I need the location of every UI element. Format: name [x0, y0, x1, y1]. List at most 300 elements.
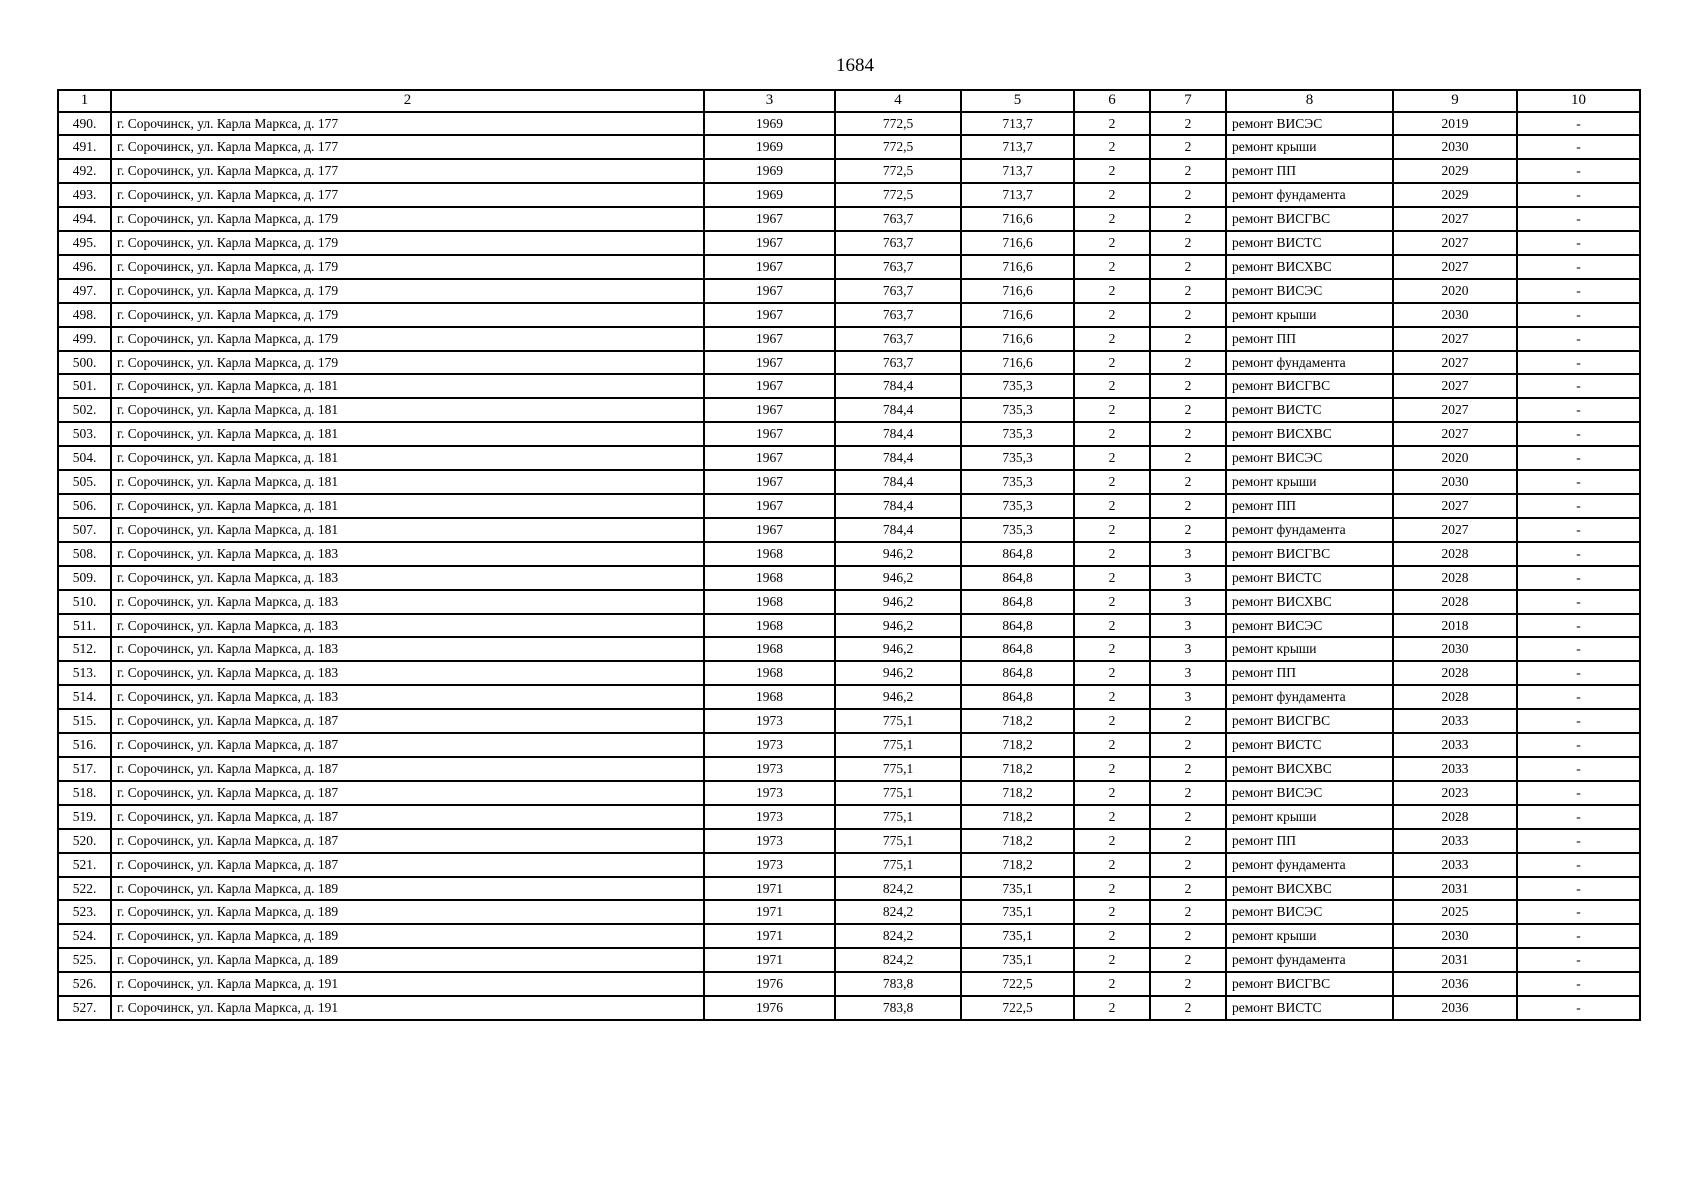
- cell-work-type: ремонт фундамента: [1226, 183, 1393, 207]
- table-row: [58, 446, 1640, 470]
- cell-address: г. Сорочинск, ул. Карла Маркса, д. 183: [111, 542, 704, 566]
- cell-row-number: 512.: [58, 637, 111, 661]
- cell-floors: 2: [1074, 948, 1150, 972]
- table-row: [58, 614, 1640, 638]
- cell-row-number: 491.: [58, 135, 111, 159]
- cell-entrances: 2: [1150, 518, 1226, 542]
- cell-total-area: 946,2: [835, 661, 961, 685]
- cell-row-number: 499.: [58, 327, 111, 351]
- table-row: [58, 685, 1640, 709]
- register-table: [57, 89, 1641, 1021]
- cell-work-type: ремонт ВИСГВС: [1226, 207, 1393, 231]
- cell-total-area: 783,8: [835, 996, 961, 1020]
- table-header: [58, 90, 1640, 112]
- cell-entrances: 2: [1150, 470, 1226, 494]
- cell-work-year: 2033: [1393, 829, 1517, 853]
- cell-work-year: 2033: [1393, 757, 1517, 781]
- cell-row-number: 516.: [58, 733, 111, 757]
- cell-total-area: 775,1: [835, 733, 961, 757]
- cell-address: г. Сорочинск, ул. Карла Маркса, д. 179: [111, 303, 704, 327]
- cell-note: -: [1517, 327, 1640, 351]
- cell-work-year: 2027: [1393, 327, 1517, 351]
- column-header-4: 4: [835, 90, 961, 112]
- cell-entrances: 3: [1150, 637, 1226, 661]
- cell-floors: 2: [1074, 590, 1150, 614]
- cell-note: -: [1517, 781, 1640, 805]
- cell-note: -: [1517, 757, 1640, 781]
- cell-year-built: 1968: [704, 590, 835, 614]
- cell-floors: 2: [1074, 805, 1150, 829]
- cell-entrances: 2: [1150, 972, 1226, 996]
- cell-living-area: 864,8: [961, 685, 1074, 709]
- cell-work-year: 2036: [1393, 972, 1517, 996]
- cell-entrances: 3: [1150, 590, 1226, 614]
- cell-entrances: 3: [1150, 685, 1226, 709]
- cell-note: -: [1517, 159, 1640, 183]
- cell-work-year: 2020: [1393, 446, 1517, 470]
- cell-row-number: 504.: [58, 446, 111, 470]
- cell-work-year: 2027: [1393, 207, 1517, 231]
- cell-note: -: [1517, 900, 1640, 924]
- cell-note: -: [1517, 661, 1640, 685]
- cell-floors: 2: [1074, 231, 1150, 255]
- cell-work-year: 2028: [1393, 542, 1517, 566]
- table-row: [58, 518, 1640, 542]
- cell-row-number: 518.: [58, 781, 111, 805]
- cell-row-number: 503.: [58, 422, 111, 446]
- cell-address: г. Сорочинск, ул. Карла Маркса, д. 177: [111, 112, 704, 136]
- cell-work-year: 2027: [1393, 351, 1517, 375]
- cell-floors: 2: [1074, 279, 1150, 303]
- column-header-10: 10: [1517, 90, 1640, 112]
- cell-row-number: 507.: [58, 518, 111, 542]
- cell-entrances: 2: [1150, 374, 1226, 398]
- column-header-9: 9: [1393, 90, 1517, 112]
- cell-living-area: 713,7: [961, 112, 1074, 136]
- cell-work-type: ремонт ВИСТС: [1226, 996, 1393, 1020]
- cell-address: г. Сорочинск, ул. Карла Маркса, д. 183: [111, 637, 704, 661]
- cell-work-type: ремонт крыши: [1226, 470, 1393, 494]
- column-header-3: 3: [704, 90, 835, 112]
- cell-entrances: 2: [1150, 303, 1226, 327]
- cell-floors: 2: [1074, 470, 1150, 494]
- cell-total-area: 784,4: [835, 374, 961, 398]
- cell-entrances: 2: [1150, 781, 1226, 805]
- cell-entrances: 2: [1150, 183, 1226, 207]
- cell-address: г. Сорочинск, ул. Карла Маркса, д. 189: [111, 948, 704, 972]
- cell-entrances: 2: [1150, 231, 1226, 255]
- cell-total-area: 783,8: [835, 972, 961, 996]
- cell-address: г. Сорочинск, ул. Карла Маркса, д. 183: [111, 614, 704, 638]
- cell-work-type: ремонт ВИСХВС: [1226, 757, 1393, 781]
- cell-floors: 2: [1074, 877, 1150, 901]
- cell-living-area: 718,2: [961, 781, 1074, 805]
- cell-floors: 2: [1074, 112, 1150, 136]
- cell-entrances: 3: [1150, 566, 1226, 590]
- cell-living-area: 735,3: [961, 446, 1074, 470]
- cell-entrances: 3: [1150, 661, 1226, 685]
- cell-entrances: 2: [1150, 327, 1226, 351]
- cell-year-built: 1968: [704, 637, 835, 661]
- cell-year-built: 1967: [704, 351, 835, 375]
- cell-work-type: ремонт ВИСГВС: [1226, 709, 1393, 733]
- table-row: [58, 183, 1640, 207]
- cell-address: г. Сорочинск, ул. Карла Маркса, д. 183: [111, 661, 704, 685]
- cell-floors: 2: [1074, 661, 1150, 685]
- cell-entrances: 2: [1150, 159, 1226, 183]
- cell-entrances: 3: [1150, 542, 1226, 566]
- table-row: [58, 207, 1640, 231]
- cell-total-area: 784,4: [835, 446, 961, 470]
- cell-work-type: ремонт ВИСГВС: [1226, 972, 1393, 996]
- cell-work-type: ремонт ВИСЭС: [1226, 279, 1393, 303]
- cell-address: г. Сорочинск, ул. Карла Маркса, д. 187: [111, 853, 704, 877]
- cell-work-year: 2018: [1393, 614, 1517, 638]
- cell-row-number: 490.: [58, 112, 111, 136]
- cell-address: г. Сорочинск, ул. Карла Маркса, д. 189: [111, 924, 704, 948]
- cell-note: -: [1517, 614, 1640, 638]
- cell-row-number: 521.: [58, 853, 111, 877]
- cell-note: -: [1517, 829, 1640, 853]
- cell-year-built: 1968: [704, 661, 835, 685]
- cell-floors: 2: [1074, 518, 1150, 542]
- cell-work-type: ремонт ВИСГВС: [1226, 542, 1393, 566]
- cell-floors: 2: [1074, 542, 1150, 566]
- cell-work-type: ремонт ПП: [1226, 159, 1393, 183]
- column-header-2: 2: [111, 90, 704, 112]
- cell-total-area: 946,2: [835, 542, 961, 566]
- table-row: [58, 709, 1640, 733]
- cell-living-area: 735,3: [961, 398, 1074, 422]
- table-row: [58, 494, 1640, 518]
- cell-work-year: 2028: [1393, 590, 1517, 614]
- cell-work-year: 2027: [1393, 374, 1517, 398]
- cell-address: г. Сорочинск, ул. Карла Маркса, д. 181: [111, 398, 704, 422]
- cell-row-number: 510.: [58, 590, 111, 614]
- cell-address: г. Сорочинск, ул. Карла Маркса, д. 179: [111, 207, 704, 231]
- table-row: [58, 590, 1640, 614]
- cell-total-area: 763,7: [835, 255, 961, 279]
- cell-work-type: ремонт фундамента: [1226, 351, 1393, 375]
- cell-row-number: 525.: [58, 948, 111, 972]
- cell-row-number: 496.: [58, 255, 111, 279]
- cell-work-year: 2033: [1393, 733, 1517, 757]
- cell-floors: 2: [1074, 494, 1150, 518]
- cell-work-year: 2030: [1393, 303, 1517, 327]
- cell-work-year: 2030: [1393, 637, 1517, 661]
- cell-work-type: ремонт ВИСТС: [1226, 231, 1393, 255]
- cell-note: -: [1517, 972, 1640, 996]
- cell-work-type: ремонт крыши: [1226, 637, 1393, 661]
- column-header-5: 5: [961, 90, 1074, 112]
- cell-row-number: 517.: [58, 757, 111, 781]
- cell-note: -: [1517, 494, 1640, 518]
- cell-address: г. Сорочинск, ул. Карла Маркса, д. 179: [111, 255, 704, 279]
- cell-year-built: 1969: [704, 135, 835, 159]
- cell-floors: 2: [1074, 327, 1150, 351]
- cell-note: -: [1517, 231, 1640, 255]
- cell-address: г. Сорочинск, ул. Карла Маркса, д. 181: [111, 494, 704, 518]
- table-row: [58, 924, 1640, 948]
- cell-work-type: ремонт ВИСТС: [1226, 733, 1393, 757]
- cell-year-built: 1967: [704, 207, 835, 231]
- column-header-6: 6: [1074, 90, 1150, 112]
- cell-address: г. Сорочинск, ул. Карла Маркса, д. 181: [111, 470, 704, 494]
- cell-row-number: 493.: [58, 183, 111, 207]
- cell-floors: 2: [1074, 446, 1150, 470]
- cell-row-number: 515.: [58, 709, 111, 733]
- cell-total-area: 824,2: [835, 877, 961, 901]
- cell-work-year: 2031: [1393, 948, 1517, 972]
- cell-row-number: 500.: [58, 351, 111, 375]
- cell-work-type: ремонт ВИСХВС: [1226, 422, 1393, 446]
- cell-work-type: ремонт ВИСХВС: [1226, 590, 1393, 614]
- cell-year-built: 1976: [704, 972, 835, 996]
- cell-note: -: [1517, 518, 1640, 542]
- cell-work-type: ремонт ПП: [1226, 327, 1393, 351]
- cell-entrances: 2: [1150, 900, 1226, 924]
- table-row: [58, 159, 1640, 183]
- cell-floors: 2: [1074, 135, 1150, 159]
- cell-year-built: 1973: [704, 709, 835, 733]
- cell-year-built: 1968: [704, 614, 835, 638]
- cell-note: -: [1517, 948, 1640, 972]
- cell-total-area: 772,5: [835, 135, 961, 159]
- cell-living-area: 735,1: [961, 877, 1074, 901]
- cell-floors: 2: [1074, 709, 1150, 733]
- cell-note: -: [1517, 996, 1640, 1020]
- cell-work-type: ремонт фундамента: [1226, 853, 1393, 877]
- cell-entrances: 2: [1150, 207, 1226, 231]
- cell-floors: 2: [1074, 996, 1150, 1020]
- cell-total-area: 946,2: [835, 614, 961, 638]
- cell-living-area: 718,2: [961, 733, 1074, 757]
- cell-row-number: 509.: [58, 566, 111, 590]
- column-header-1: 1: [58, 90, 111, 112]
- cell-address: г. Сорочинск, ул. Карла Маркса, д. 179: [111, 279, 704, 303]
- cell-living-area: 718,2: [961, 757, 1074, 781]
- cell-total-area: 824,2: [835, 948, 961, 972]
- cell-note: -: [1517, 685, 1640, 709]
- cell-entrances: 2: [1150, 446, 1226, 470]
- cell-note: -: [1517, 853, 1640, 877]
- cell-work-year: 2027: [1393, 494, 1517, 518]
- cell-row-number: 526.: [58, 972, 111, 996]
- table-row: [58, 303, 1640, 327]
- cell-address: г. Сорочинск, ул. Карла Маркса, д. 179: [111, 231, 704, 255]
- cell-year-built: 1967: [704, 494, 835, 518]
- cell-floors: 2: [1074, 733, 1150, 757]
- table-row: [58, 757, 1640, 781]
- cell-work-year: 2030: [1393, 924, 1517, 948]
- cell-total-area: 946,2: [835, 637, 961, 661]
- cell-address: г. Сорочинск, ул. Карла Маркса, д. 183: [111, 590, 704, 614]
- table-row: [58, 279, 1640, 303]
- cell-floors: 2: [1074, 183, 1150, 207]
- cell-row-number: 520.: [58, 829, 111, 853]
- cell-entrances: 2: [1150, 877, 1226, 901]
- cell-floors: 2: [1074, 853, 1150, 877]
- cell-year-built: 1969: [704, 112, 835, 136]
- cell-address: г. Сорочинск, ул. Карла Маркса, д. 187: [111, 805, 704, 829]
- cell-row-number: 524.: [58, 924, 111, 948]
- cell-floors: 2: [1074, 829, 1150, 853]
- cell-living-area: 864,8: [961, 590, 1074, 614]
- cell-entrances: 2: [1150, 924, 1226, 948]
- cell-year-built: 1967: [704, 374, 835, 398]
- cell-year-built: 1971: [704, 924, 835, 948]
- cell-work-year: 2020: [1393, 279, 1517, 303]
- cell-total-area: 775,1: [835, 853, 961, 877]
- cell-total-area: 946,2: [835, 685, 961, 709]
- cell-row-number: 498.: [58, 303, 111, 327]
- column-header-8: 8: [1226, 90, 1393, 112]
- cell-note: -: [1517, 566, 1640, 590]
- cell-work-type: ремонт ПП: [1226, 494, 1393, 518]
- cell-living-area: 716,6: [961, 303, 1074, 327]
- cell-work-type: ремонт крыши: [1226, 135, 1393, 159]
- cell-living-area: 718,2: [961, 709, 1074, 733]
- cell-year-built: 1976: [704, 996, 835, 1020]
- cell-floors: 2: [1074, 374, 1150, 398]
- cell-entrances: 2: [1150, 255, 1226, 279]
- cell-work-type: ремонт ВИСХВС: [1226, 255, 1393, 279]
- table-row: [58, 805, 1640, 829]
- cell-living-area: 716,6: [961, 351, 1074, 375]
- cell-row-number: 508.: [58, 542, 111, 566]
- cell-total-area: 775,1: [835, 757, 961, 781]
- cell-work-year: 2019: [1393, 112, 1517, 136]
- cell-address: г. Сорочинск, ул. Карла Маркса, д. 189: [111, 877, 704, 901]
- cell-row-number: 492.: [58, 159, 111, 183]
- cell-living-area: 735,1: [961, 924, 1074, 948]
- cell-note: -: [1517, 135, 1640, 159]
- cell-address: г. Сорочинск, ул. Карла Маркса, д. 191: [111, 972, 704, 996]
- table-row: [58, 398, 1640, 422]
- table-body: [58, 112, 1640, 1020]
- table-row: [58, 948, 1640, 972]
- cell-total-area: 775,1: [835, 805, 961, 829]
- cell-floors: 2: [1074, 685, 1150, 709]
- cell-living-area: 718,2: [961, 853, 1074, 877]
- table-row: [58, 374, 1640, 398]
- table-row: [58, 566, 1640, 590]
- cell-address: г. Сорочинск, ул. Карла Маркса, д. 179: [111, 351, 704, 375]
- cell-work-year: 2028: [1393, 685, 1517, 709]
- table-row: [58, 327, 1640, 351]
- cell-year-built: 1968: [704, 566, 835, 590]
- cell-total-area: 784,4: [835, 422, 961, 446]
- cell-address: г. Сорочинск, ул. Карла Маркса, д. 187: [111, 829, 704, 853]
- cell-address: г. Сорочинск, ул. Карла Маркса, д. 181: [111, 518, 704, 542]
- cell-floors: 2: [1074, 303, 1150, 327]
- cell-work-type: ремонт крыши: [1226, 805, 1393, 829]
- cell-entrances: 2: [1150, 996, 1226, 1020]
- cell-note: -: [1517, 422, 1640, 446]
- cell-floors: 2: [1074, 398, 1150, 422]
- cell-living-area: 716,6: [961, 279, 1074, 303]
- cell-entrances: 2: [1150, 112, 1226, 136]
- cell-address: г. Сорочинск, ул. Карла Маркса, д. 181: [111, 374, 704, 398]
- cell-year-built: 1971: [704, 900, 835, 924]
- cell-total-area: 775,1: [835, 709, 961, 733]
- cell-note: -: [1517, 303, 1640, 327]
- cell-note: -: [1517, 183, 1640, 207]
- cell-work-type: ремонт ВИСГВС: [1226, 374, 1393, 398]
- cell-year-built: 1973: [704, 781, 835, 805]
- cell-floors: 2: [1074, 637, 1150, 661]
- cell-year-built: 1968: [704, 542, 835, 566]
- cell-row-number: 502.: [58, 398, 111, 422]
- table-row: [58, 853, 1640, 877]
- cell-work-year: 2033: [1393, 853, 1517, 877]
- cell-work-year: 2033: [1393, 709, 1517, 733]
- cell-address: г. Сорочинск, ул. Карла Маркса, д. 181: [111, 446, 704, 470]
- cell-floors: 2: [1074, 207, 1150, 231]
- cell-work-year: 2023: [1393, 781, 1517, 805]
- cell-living-area: 735,3: [961, 470, 1074, 494]
- cell-living-area: 716,6: [961, 207, 1074, 231]
- table-row: [58, 900, 1640, 924]
- cell-living-area: 735,3: [961, 494, 1074, 518]
- cell-note: -: [1517, 374, 1640, 398]
- cell-total-area: 824,2: [835, 900, 961, 924]
- cell-address: г. Сорочинск, ул. Карла Маркса, д. 179: [111, 327, 704, 351]
- cell-work-type: ремонт ПП: [1226, 661, 1393, 685]
- cell-entrances: 2: [1150, 351, 1226, 375]
- cell-living-area: 713,7: [961, 159, 1074, 183]
- cell-entrances: 2: [1150, 757, 1226, 781]
- cell-floors: 2: [1074, 422, 1150, 446]
- cell-address: г. Сорочинск, ул. Карла Маркса, д. 191: [111, 996, 704, 1020]
- cell-work-year: 2027: [1393, 231, 1517, 255]
- cell-address: г. Сорочинск, ул. Карла Маркса, д. 187: [111, 757, 704, 781]
- cell-work-year: 2036: [1393, 996, 1517, 1020]
- cell-year-built: 1967: [704, 518, 835, 542]
- cell-floors: 2: [1074, 255, 1150, 279]
- cell-living-area: 864,8: [961, 566, 1074, 590]
- cell-year-built: 1971: [704, 877, 835, 901]
- cell-entrances: 2: [1150, 709, 1226, 733]
- header-row: [58, 90, 1640, 112]
- cell-year-built: 1967: [704, 279, 835, 303]
- cell-work-year: 2027: [1393, 398, 1517, 422]
- cell-address: г. Сорочинск, ул. Карла Маркса, д. 177: [111, 183, 704, 207]
- cell-row-number: 527.: [58, 996, 111, 1020]
- table-row: [58, 470, 1640, 494]
- cell-work-type: ремонт ВИСЭС: [1226, 900, 1393, 924]
- table-row: [58, 231, 1640, 255]
- cell-work-year: 2025: [1393, 900, 1517, 924]
- cell-address: г. Сорочинск, ул. Карла Маркса, д. 187: [111, 733, 704, 757]
- table-row: [58, 877, 1640, 901]
- cell-entrances: 2: [1150, 422, 1226, 446]
- cell-note: -: [1517, 542, 1640, 566]
- cell-address: г. Сорочинск, ул. Карла Маркса, д. 189: [111, 900, 704, 924]
- cell-living-area: 735,1: [961, 948, 1074, 972]
- cell-entrances: 3: [1150, 614, 1226, 638]
- cell-row-number: 511.: [58, 614, 111, 638]
- cell-row-number: 519.: [58, 805, 111, 829]
- cell-work-type: ремонт ВИСЭС: [1226, 781, 1393, 805]
- cell-living-area: 735,1: [961, 900, 1074, 924]
- cell-entrances: 2: [1150, 279, 1226, 303]
- table-row: [58, 781, 1640, 805]
- cell-living-area: 716,6: [961, 255, 1074, 279]
- cell-living-area: 735,3: [961, 422, 1074, 446]
- cell-living-area: 735,3: [961, 374, 1074, 398]
- cell-work-year: 2029: [1393, 159, 1517, 183]
